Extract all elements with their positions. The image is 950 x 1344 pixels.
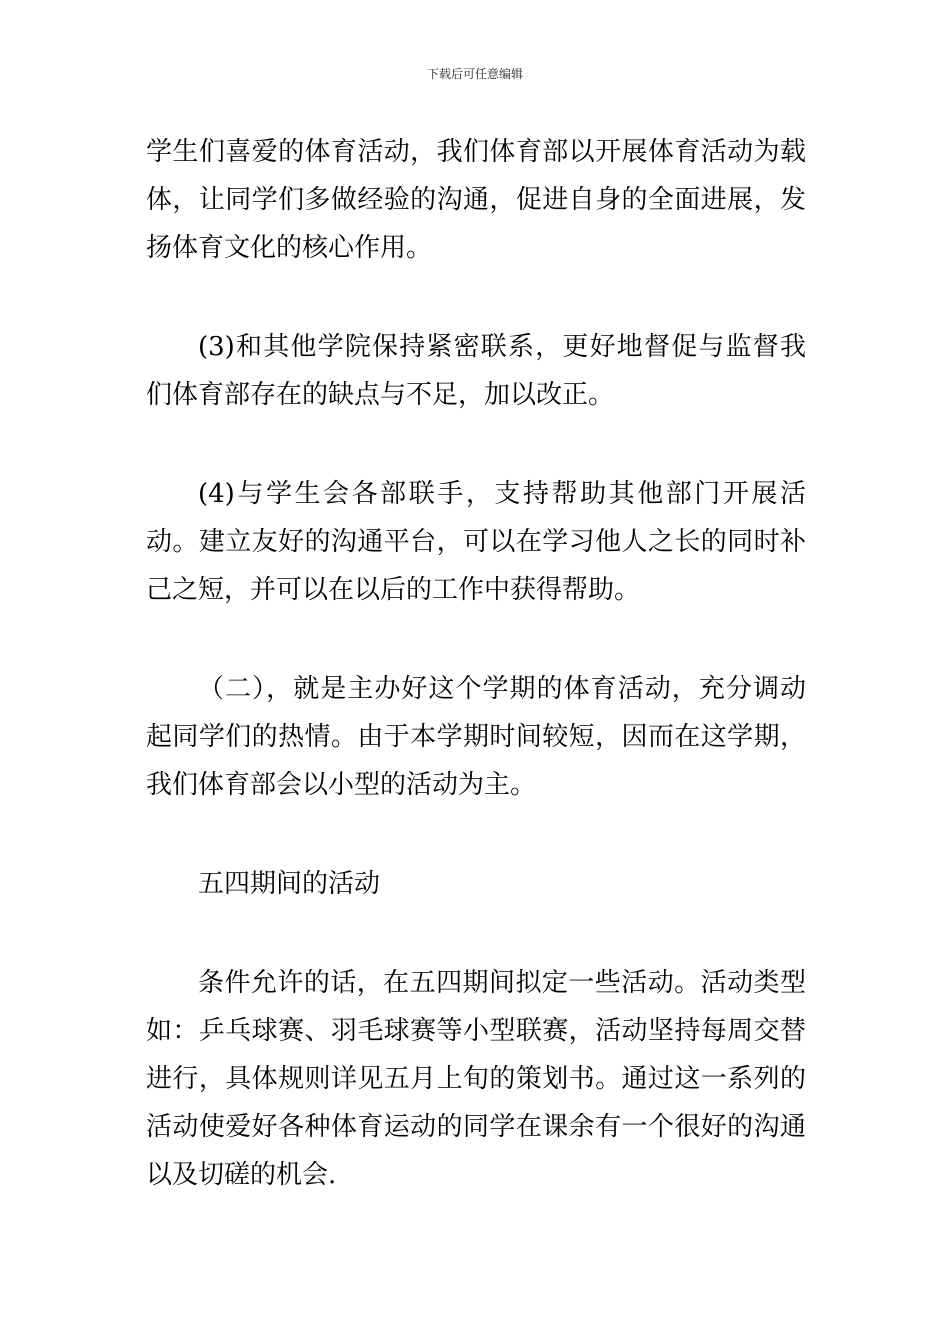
- paragraph-3: (4)与学生会各部联手，支持帮助其他部门开展活动。建立友好的沟通平台，可以在学习他人之长的同时补己之短，并可以在以后的工作中获得帮助。: [146, 479, 806, 605]
- paragraph-gap: [146, 809, 806, 860]
- paragraph-gap: [146, 614, 806, 665]
- section-heading: 五四期间的活动: [198, 869, 381, 899]
- paragraph-5: 条件允许的话，在五四期间拟定一些活动。活动类型如：乒乓球赛、羽毛球赛等小型联赛，活动坚持每周交替进行，具体规则详见五月上旬的策划书。通过这一系列的活动使爱好各种体育运动的同学在课余有一个很好的沟通以及切磋的机会.: [146, 968, 806, 1190]
- paragraph-gap: [146, 908, 806, 959]
- paragraph-gap: [146, 272, 806, 323]
- page-header: 下载后可任意编辑: [426, 67, 523, 81]
- paragraph-gap: [146, 419, 806, 470]
- paragraph-2: (3)和其他学院保持紧密联系，更好地督促与监督我们体育部存在的缺点与不足，加以改正。: [146, 332, 806, 410]
- document-body: [146, 128, 806, 1199]
- paragraph-1: 学生们喜爱的体育活动，我们体育部以开展体育活动为载体，让同学们多做经验的沟通，促进自身的全面进展，发扬体育文化的核心作用。: [146, 137, 806, 263]
- paragraph-4: （二），就是主办好这个学期的体育活动，充分调动起同学们的热情。由于本学期时间较短，因而在这学期，我们体育部会以小型的活动为主。: [146, 674, 806, 800]
